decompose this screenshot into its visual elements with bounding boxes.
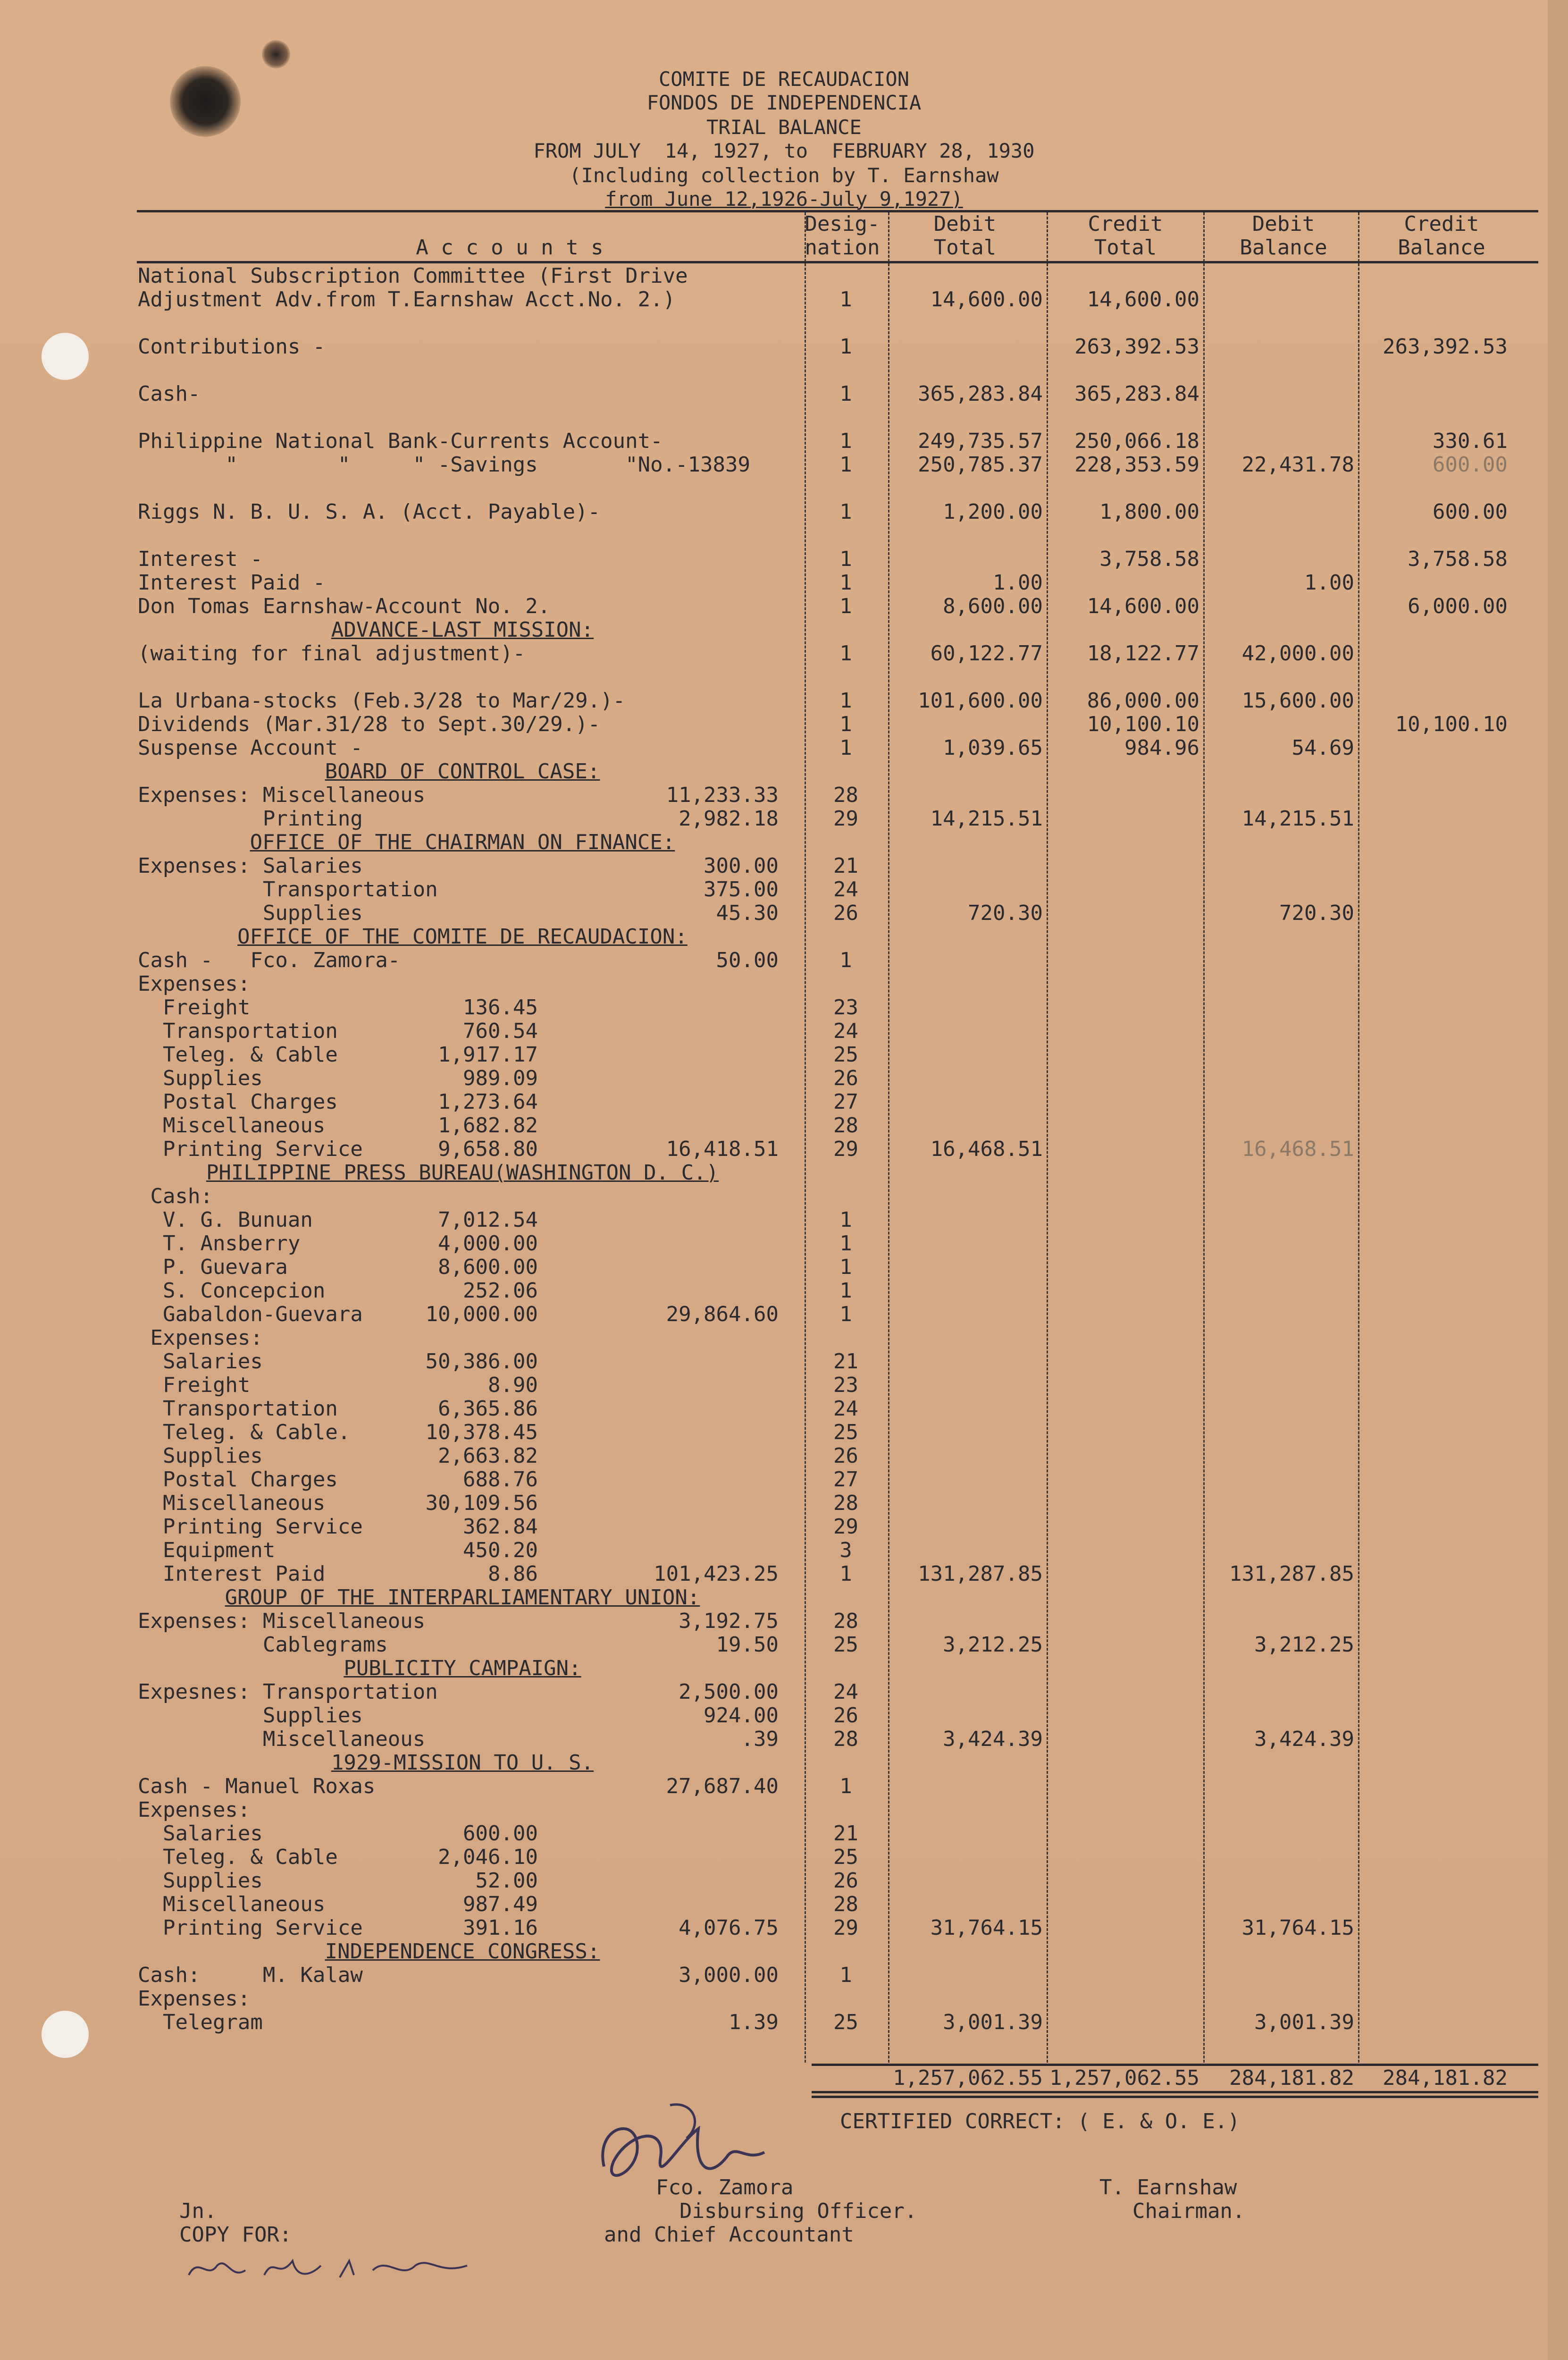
designation-code: 1 bbox=[839, 571, 852, 595]
credit-total-cell: 10,100.10 bbox=[1087, 712, 1199, 736]
designation-code: 29 bbox=[833, 807, 858, 831]
account-label: Freight bbox=[138, 1373, 251, 1397]
account-label: Printing bbox=[138, 807, 363, 831]
credit-balance-cell: 6,000.00 bbox=[1408, 594, 1508, 618]
designation-code: 1 bbox=[839, 1279, 852, 1303]
account-label: Expenses: bbox=[138, 972, 251, 996]
account-label: Cablegrams bbox=[138, 1633, 388, 1657]
account-label: Supplies bbox=[138, 1869, 263, 1893]
account-label: Interest Paid - bbox=[138, 571, 326, 595]
account-label: S. Concepcion bbox=[138, 1279, 326, 1303]
detail-amount: 6,365.86 bbox=[438, 1397, 538, 1421]
debit-total-cell: 3,001.39 bbox=[943, 2010, 1043, 2034]
debit-total-cell: 720.30 bbox=[968, 901, 1043, 925]
credit-balance-cell: 600.00 bbox=[1433, 500, 1508, 524]
designation-code: 1 bbox=[839, 641, 852, 666]
account-label: Salaries bbox=[138, 1821, 263, 1846]
debit-total-cell: 250,785.37 bbox=[918, 453, 1043, 477]
credit-total-cell: 14,600.00 bbox=[1087, 594, 1199, 618]
header-rule-bottom bbox=[137, 261, 1538, 263]
section-heading: INDEPENDENCE CONGRESS: bbox=[325, 1939, 600, 1964]
debit-total-cell: 1,200.00 bbox=[943, 500, 1043, 524]
debit-balance-cell: 31,764.15 bbox=[1241, 1916, 1354, 1940]
designation-code: 1 bbox=[839, 500, 852, 524]
note-line-2: from June 12,1926-July 9,1927) bbox=[605, 187, 963, 211]
subtotal-amount: 16,418.51 bbox=[666, 1137, 779, 1161]
paper-edge bbox=[1548, 0, 1568, 2360]
detail-amount: 7,012.54 bbox=[438, 1208, 538, 1232]
credit-balance-cell: 600.00 bbox=[1433, 453, 1508, 477]
designation-code: 25 bbox=[833, 1845, 858, 1869]
org-title: COMITE DE RECAUDACION bbox=[658, 67, 909, 91]
credit-total-cell: 263,392.53 bbox=[1074, 335, 1199, 359]
debit-total-cell: 60,122.77 bbox=[930, 641, 1043, 666]
account-label: Miscellaneous bbox=[138, 1727, 426, 1751]
account-label: Expenses: bbox=[138, 1798, 251, 1822]
subtotal-amount: 300.00 bbox=[704, 854, 779, 878]
designation-code: 1 bbox=[839, 594, 852, 618]
subtotal-amount: 45.30 bbox=[716, 901, 779, 925]
detail-amount: 987.49 bbox=[463, 1892, 538, 1916]
designation-header-2: nation bbox=[805, 236, 880, 260]
designation-code: 26 bbox=[833, 1066, 858, 1090]
account-label: Postal Charges bbox=[138, 1090, 338, 1114]
account-label: Teleg. & Cable. bbox=[138, 1420, 351, 1444]
designation-code: 29 bbox=[833, 1137, 858, 1161]
account-label: Cash - Fco. Zamora- bbox=[138, 948, 401, 972]
section-heading: BOARD OF CONTROL CASE: bbox=[325, 759, 600, 784]
designation-code: 1 bbox=[839, 1302, 852, 1326]
designation-code: 1 bbox=[839, 1562, 852, 1586]
subtotal-amount: 375.00 bbox=[704, 877, 779, 902]
chief-accountant-title: and Chief Accountant bbox=[604, 2223, 854, 2247]
period-line: FROM JULY 14, 1927, to FEBRUARY 28, 1930 bbox=[533, 139, 1035, 162]
debit-total-cell: 16,468.51 bbox=[930, 1137, 1043, 1161]
credit-balance-header-2: Balance bbox=[1398, 236, 1485, 260]
account-label: Expesnes: Transportation bbox=[138, 1680, 438, 1704]
designation-code: 1 bbox=[839, 948, 852, 972]
detail-amount: 1,917.17 bbox=[438, 1043, 538, 1067]
note-line-1: (Including collection by T. Earnshaw bbox=[569, 164, 999, 187]
subtotal-amount: 4,076.75 bbox=[679, 1916, 779, 1940]
designation-code: 1 bbox=[839, 335, 852, 359]
designation-code: 23 bbox=[833, 1373, 858, 1397]
detail-amount: 8.90 bbox=[488, 1373, 538, 1397]
account-label: Miscellaneous bbox=[138, 1113, 326, 1138]
account-label: Adjustment Adv.from T.Earnshaw Acct.No. 2.) bbox=[138, 287, 676, 312]
chairman-name: T. Earnshaw bbox=[1099, 2175, 1237, 2200]
detail-amount: 600.00 bbox=[463, 1821, 538, 1846]
designation-code: 26 bbox=[833, 901, 858, 925]
debit-balance-cell: 42,000.00 bbox=[1241, 641, 1354, 666]
account-label: Printing Service bbox=[138, 1137, 363, 1161]
section-heading: PHILIPPINE PRESS BUREAU(WASHINGTON D. C.) bbox=[206, 1161, 719, 1185]
account-label: Expenses: bbox=[138, 1987, 251, 2011]
designation-code: 27 bbox=[833, 1467, 858, 1492]
credit-total-cell: 14,600.00 bbox=[1087, 287, 1199, 312]
credit-total-cell: 228,353.59 bbox=[1074, 453, 1199, 477]
subtotal-amount: 2,500.00 bbox=[679, 1680, 779, 1704]
detail-amount: 136.45 bbox=[463, 995, 538, 1020]
debit-balance-cell: 131,287.85 bbox=[1229, 1562, 1354, 1586]
account-label: Postal Charges bbox=[138, 1467, 338, 1492]
designation-code: 1 bbox=[839, 1208, 852, 1232]
credit-total-cell: 86,000.00 bbox=[1087, 689, 1199, 713]
designation-code: 1 bbox=[839, 382, 852, 406]
detail-amount: 688.76 bbox=[463, 1467, 538, 1492]
credit-balance-sum: 284,181.82 bbox=[1383, 2066, 1508, 2090]
debit-balance-sum: 284,181.82 bbox=[1229, 2066, 1354, 2090]
account-label: Cash - Manuel Roxas bbox=[138, 1774, 376, 1798]
designation-code: 23 bbox=[833, 995, 858, 1020]
detail-amount: 10,378.45 bbox=[425, 1420, 538, 1444]
designation-code: 28 bbox=[833, 1892, 858, 1916]
account-label: Expenses: Salaries bbox=[138, 854, 363, 878]
detail-amount: 989.09 bbox=[463, 1066, 538, 1090]
designation-code: 1 bbox=[839, 1255, 852, 1279]
account-label: Miscellaneous bbox=[138, 1892, 326, 1916]
debit-total-header-1: Debit bbox=[933, 212, 997, 236]
account-label: Teleg. & Cable bbox=[138, 1043, 338, 1067]
account-label: T. Ansberry bbox=[138, 1231, 301, 1256]
designation-code: 1 bbox=[839, 547, 852, 571]
subtotal-amount: 101,423.25 bbox=[654, 1562, 779, 1586]
account-label: National Subscription Committee (First Drive bbox=[138, 264, 688, 288]
subtotal-amount: 3,192.75 bbox=[679, 1609, 779, 1633]
account-label: Printing Service bbox=[138, 1515, 363, 1539]
detail-amount: 52.00 bbox=[475, 1869, 538, 1893]
debit-total-cell: 3,424.39 bbox=[943, 1727, 1043, 1751]
account-label: La Urbana-stocks (Feb.3/28 to Mar/29.)- bbox=[138, 689, 626, 713]
certified-statement: CERTIFIED CORRECT: ( E. & O. E.) bbox=[840, 2109, 1240, 2133]
designation-code: 28 bbox=[833, 1727, 858, 1751]
account-label: Transportation bbox=[138, 1397, 338, 1421]
account-label: Contributions - bbox=[138, 335, 326, 359]
account-label: Transportation bbox=[138, 1019, 338, 1043]
section-heading: ADVANCE-LAST MISSION: bbox=[331, 618, 594, 642]
account-label: Supplies bbox=[138, 1703, 363, 1728]
debit-balance-header-2: Balance bbox=[1240, 236, 1327, 260]
doc-title: TRIAL BALANCE bbox=[706, 116, 862, 139]
debit-balance-header-1: Debit bbox=[1252, 212, 1315, 236]
subtotal-amount: 2,982.18 bbox=[679, 807, 779, 831]
credit-balance-header-1: Credit bbox=[1404, 212, 1479, 236]
debit-total-cell: 8,600.00 bbox=[943, 594, 1043, 618]
designation-code: 29 bbox=[833, 1515, 858, 1539]
credit-total-header-2: Total bbox=[1094, 236, 1157, 260]
account-label: Expenses: Miscellaneous bbox=[138, 783, 426, 807]
designation-code: 28 bbox=[833, 1491, 858, 1515]
accounts-header: A c c o u n t s bbox=[416, 236, 604, 260]
subtotal-amount: 11,233.33 bbox=[666, 783, 779, 807]
debit-balance-cell: 1.00 bbox=[1304, 571, 1354, 595]
debit-total-cell: 131,287.85 bbox=[918, 1562, 1043, 1586]
designation-code: 24 bbox=[833, 1397, 858, 1421]
debit-balance-cell: 22,431.78 bbox=[1241, 453, 1354, 477]
detail-amount: 362.84 bbox=[463, 1515, 538, 1539]
detail-amount: 4,000.00 bbox=[438, 1231, 538, 1256]
column-divider bbox=[1047, 212, 1048, 2063]
designation-code: 26 bbox=[833, 1869, 858, 1893]
designation-code: 28 bbox=[833, 1113, 858, 1138]
detail-amount: 252.06 bbox=[463, 1279, 538, 1303]
account-label: (waiting for final adjustment)- bbox=[138, 641, 526, 666]
designation-code: 25 bbox=[833, 1420, 858, 1444]
debit-balance-cell: 15,600.00 bbox=[1241, 689, 1354, 713]
debit-balance-cell: 3,001.39 bbox=[1254, 2010, 1354, 2034]
subtotal-amount: 1.39 bbox=[729, 2010, 779, 2034]
detail-amount: 8,600.00 bbox=[438, 1255, 538, 1279]
section-heading: OFFICE OF THE COMITE DE RECAUDACION: bbox=[237, 925, 688, 949]
account-label: Don Tomas Earnshaw-Account No. 2. bbox=[138, 594, 551, 618]
credit-total-sum: 1,257,062.55 bbox=[1049, 2066, 1199, 2090]
subtotal-amount: 3,000.00 bbox=[679, 1963, 779, 1987]
designation-code: 21 bbox=[833, 1349, 858, 1374]
debit-total-header-2: Total bbox=[933, 236, 997, 260]
credit-balance-cell: 3,758.58 bbox=[1408, 547, 1508, 571]
subtotal-amount: 924.00 bbox=[704, 1703, 779, 1728]
detail-amount: 1,273.64 bbox=[438, 1090, 538, 1114]
column-divider bbox=[1358, 212, 1359, 2063]
credit-balance-cell: 330.61 bbox=[1433, 429, 1508, 453]
subtotal-amount: 50.00 bbox=[716, 948, 779, 972]
debit-total-cell: 365,283.84 bbox=[918, 382, 1043, 406]
designation-code: 25 bbox=[833, 2010, 858, 2034]
detail-amount: 8.86 bbox=[488, 1562, 538, 1586]
subtotal-amount: 19.50 bbox=[716, 1633, 779, 1657]
debit-balance-cell: 720.30 bbox=[1279, 901, 1354, 925]
handwritten-recipient bbox=[184, 2247, 477, 2289]
detail-amount: 760.54 bbox=[463, 1019, 538, 1043]
designation-code: 1 bbox=[839, 429, 852, 453]
designation-code: 24 bbox=[833, 877, 858, 902]
debit-balance-cell: 14,215.51 bbox=[1241, 807, 1354, 831]
disbursing-officer-name: Fco. Zamora bbox=[656, 2175, 794, 2200]
designation-code: 25 bbox=[833, 1043, 858, 1067]
typist-initials: Jn. bbox=[179, 2199, 217, 2223]
detail-amount: 10,000.00 bbox=[425, 1302, 538, 1326]
section-heading: PUBLICITY CAMPAIGN: bbox=[344, 1656, 581, 1680]
account-label: Interest - bbox=[138, 547, 263, 571]
column-divider bbox=[1203, 212, 1205, 2063]
debit-total-cell: 249,735.57 bbox=[918, 429, 1043, 453]
credit-balance-cell: 10,100.10 bbox=[1395, 712, 1508, 736]
designation-code: 1 bbox=[839, 1774, 852, 1798]
designation-code: 1 bbox=[839, 712, 852, 736]
ink-spot bbox=[262, 40, 290, 68]
account-label: Philippine National Bank-Currents Account- bbox=[138, 429, 663, 453]
designation-header-1: Desig- bbox=[805, 212, 880, 236]
subtotal-amount: 29,864.60 bbox=[666, 1302, 779, 1326]
disbursing-officer-title: Disbursing Officer. bbox=[679, 2199, 917, 2223]
designation-code: 3 bbox=[839, 1538, 852, 1562]
account-label: Supplies bbox=[138, 1066, 263, 1090]
detail-amount: 391.16 bbox=[463, 1916, 538, 1940]
total-rule-double-1 bbox=[812, 2091, 1538, 2093]
designation-code: 26 bbox=[833, 1444, 858, 1468]
designation-code: 25 bbox=[833, 1633, 858, 1657]
account-label: " " " -Savings "No.-13839 bbox=[138, 453, 751, 477]
detail-amount: 1,682.82 bbox=[438, 1113, 538, 1138]
designation-code: 24 bbox=[833, 1680, 858, 1704]
designation-code: 1 bbox=[839, 689, 852, 713]
detail-amount: 2,046.10 bbox=[438, 1845, 538, 1869]
designation-code: 29 bbox=[833, 1916, 858, 1940]
subtotal-amount: .39 bbox=[741, 1727, 779, 1751]
debit-total-cell: 101,600.00 bbox=[918, 689, 1043, 713]
debit-total-sum: 1,257,062.55 bbox=[893, 2066, 1043, 2090]
designation-code: 21 bbox=[833, 1821, 858, 1846]
account-label: Expenses: bbox=[138, 1326, 263, 1350]
debit-balance-cell: 16,468.51 bbox=[1241, 1137, 1354, 1161]
debit-total-cell: 14,215.51 bbox=[930, 807, 1043, 831]
credit-total-cell: 365,283.84 bbox=[1074, 382, 1199, 406]
copy-for-label: COPY FOR: bbox=[179, 2223, 292, 2247]
designation-code: 1 bbox=[839, 287, 852, 312]
designation-code: 27 bbox=[833, 1090, 858, 1114]
debit-total-cell: 1,039.65 bbox=[943, 736, 1043, 760]
designation-code: 1 bbox=[839, 736, 852, 760]
designation-code: 28 bbox=[833, 783, 858, 807]
account-label: P. Guevara bbox=[138, 1255, 288, 1279]
section-heading: 1929-MISSION TO U. S. bbox=[331, 1751, 594, 1775]
debit-total-cell: 31,764.15 bbox=[930, 1916, 1043, 1940]
account-label: Freight bbox=[138, 995, 251, 1020]
punch-hole-top bbox=[42, 333, 89, 380]
account-label: Teleg. & Cable bbox=[138, 1845, 338, 1869]
detail-amount: 450.20 bbox=[463, 1538, 538, 1562]
credit-total-cell: 250,066.18 bbox=[1074, 429, 1199, 453]
total-rule-double-2 bbox=[812, 2096, 1538, 2098]
account-label: Miscellaneous bbox=[138, 1491, 326, 1515]
account-label: Expenses: Miscellaneous bbox=[138, 1609, 426, 1633]
credit-total-cell: 3,758.58 bbox=[1099, 547, 1199, 571]
account-label: Supplies bbox=[138, 901, 363, 925]
account-label: Cash: M. Kalaw bbox=[138, 1963, 363, 1987]
credit-balance-cell: 263,392.53 bbox=[1383, 335, 1508, 359]
designation-code: 1 bbox=[839, 1231, 852, 1256]
account-label: Equipment bbox=[138, 1538, 276, 1562]
debit-balance-cell: 54.69 bbox=[1291, 736, 1354, 760]
account-label: Interest Paid bbox=[138, 1562, 326, 1586]
designation-code: 21 bbox=[833, 854, 858, 878]
designation-code: 24 bbox=[833, 1019, 858, 1043]
chairman-title: Chairman. bbox=[1132, 2199, 1245, 2223]
account-label: Suspense Account - bbox=[138, 736, 363, 760]
account-label: Printing Service bbox=[138, 1916, 363, 1940]
detail-amount: 2,663.82 bbox=[438, 1444, 538, 1468]
account-label: Telegram bbox=[138, 2010, 263, 2034]
detail-amount: 9,658.80 bbox=[438, 1137, 538, 1161]
section-heading: GROUP OF THE INTERPARLIAMENTARY UNION: bbox=[225, 1585, 700, 1610]
designation-code: 1 bbox=[839, 1963, 852, 1987]
designation-code: 1 bbox=[839, 453, 852, 477]
debit-total-cell: 14,600.00 bbox=[930, 287, 1043, 312]
credit-total-cell: 984.96 bbox=[1124, 736, 1199, 760]
debit-balance-cell: 3,212.25 bbox=[1254, 1633, 1354, 1657]
detail-amount: 30,109.56 bbox=[425, 1491, 538, 1515]
credit-total-cell: 18,122.77 bbox=[1087, 641, 1199, 666]
section-heading: OFFICE OF THE CHAIRMAN ON FINANCE: bbox=[250, 830, 675, 854]
designation-code: 26 bbox=[833, 1703, 858, 1728]
account-label: Transportation bbox=[138, 877, 438, 902]
fund-title: FONDOS DE INDEPENDENCIA bbox=[646, 91, 922, 114]
account-label: V. G. Bunuan bbox=[138, 1208, 313, 1232]
account-label: Gabaldon-Guevara bbox=[138, 1302, 363, 1326]
account-label: Dividends (Mar.31/28 to Sept.30/29.)- bbox=[138, 712, 601, 736]
detail-amount: 50,386.00 bbox=[425, 1349, 538, 1374]
account-label: Riggs N. B. U. S. A. (Acct. Payable)- bbox=[138, 500, 601, 524]
credit-total-header-1: Credit bbox=[1088, 212, 1163, 236]
punch-hole-bottom bbox=[42, 2011, 89, 2058]
debit-balance-cell: 3,424.39 bbox=[1254, 1727, 1354, 1751]
debit-total-cell: 1.00 bbox=[993, 571, 1043, 595]
account-label: Supplies bbox=[138, 1444, 263, 1468]
designation-code: 28 bbox=[833, 1609, 858, 1633]
subtotal-amount: 27,687.40 bbox=[666, 1774, 779, 1798]
account-label: Cash- bbox=[138, 382, 201, 406]
credit-total-cell: 1,800.00 bbox=[1099, 500, 1199, 524]
account-label: Salaries bbox=[138, 1349, 263, 1374]
account-label: Cash: bbox=[138, 1184, 213, 1208]
debit-total-cell: 3,212.25 bbox=[943, 1633, 1043, 1657]
